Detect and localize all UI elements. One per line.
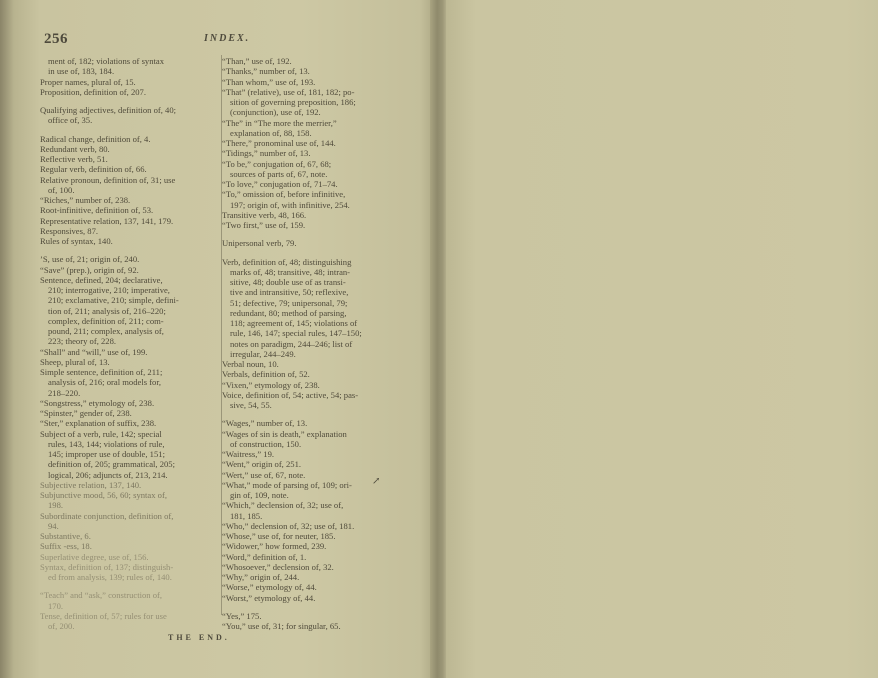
index-entry-line: Unipersonal verb, 79. [222, 238, 297, 249]
page-number: 256 [44, 31, 68, 47]
index-entry-line: “Which,” declension of, 32; use of, [222, 500, 344, 511]
index-entry-line: “Worst,” etymology of, 44. [222, 592, 316, 603]
index-entry-line: “Wages of sin is death,” explanation [222, 428, 347, 439]
index-entry-line: Voice, definition of, 54; active, 54; pas- [222, 389, 359, 400]
index-entry-line: logical, 206; adjuncts of, 213, 214. [48, 469, 168, 480]
index-entry-line: “Save” (prep.), origin of, 92. [40, 264, 139, 275]
index-column-left [40, 56, 220, 631]
index-entry-line: pound, 211; complex, analysis of, [48, 326, 164, 336]
index-entry-line: “You,” use of, 31; for singular, 65. [222, 621, 341, 631]
index-entry-line: analysis of, 216; oral models for, [48, 377, 162, 388]
index-entry-line: of, 100. [48, 184, 75, 195]
index-entry-line: Subordinate conjunction, definition of, [40, 510, 174, 521]
index-entry-line: Sentence, defined, 204; declarative, [40, 274, 163, 285]
index-entry-line: “Word,” definition of, 1. [222, 551, 307, 562]
the-end: THE END. [168, 633, 230, 642]
index-entry-line: “Vixen,” etymology of, 238. [222, 379, 320, 390]
index-entry-line: “To love,” conjugation of, 71–74. [222, 179, 338, 189]
index-entry-line: sition of governing preposition, 186; [230, 97, 356, 107]
index-entry-line: sive, 54, 55. [230, 400, 272, 410]
index-entry-line: Representative relation, 137, 141, 179. [40, 215, 174, 226]
running-head: INDEX. [204, 33, 251, 44]
index-entry-line: Subjunctive mood, 56, 60; syntax of, [40, 490, 167, 500]
index-entry-line: 197; origin of, with infinitive, 254. [230, 199, 350, 210]
index-entry-line: of, 200. [48, 621, 75, 631]
index-entry-line: Proposition, definition of, 207. [40, 86, 146, 97]
index-entry-line: ’S, use of, 21; origin of, 240. [40, 254, 140, 265]
index-entry-line: Verbals, definition of, 52. [222, 369, 310, 380]
index-entry-line: Qualifying adjectives, definition of, 40; [40, 105, 177, 115]
index-entry-line: of construction, 150. [230, 438, 302, 449]
index-entry-line: ment of, 182; violations of syntax [48, 56, 165, 66]
index-entry-line: tion of, 211; analysis of, 216–220; [48, 305, 166, 316]
index-entry-line: Verbal noun, 10. [222, 359, 279, 369]
entry-spacer [40, 97, 220, 105]
index-entry-line: rules, 143, 144; violations of rule, [48, 438, 165, 449]
index-entry-line: 118; agreement of, 145; violations of [230, 318, 358, 328]
index-entry-line: 170. [48, 600, 64, 611]
index-entry-line: Subjective relation, 137, 140. [40, 479, 142, 490]
index-entry-line: Syntax, definition of, 137; distinguish- [40, 561, 174, 572]
index-entry-line: Radical change, definition of, 4. [40, 133, 151, 144]
index-entry-line: “The” in “The more the merrier,” [222, 117, 337, 128]
index-entry-line: “Thanks,” number of, 13. [222, 66, 310, 77]
index-entry-line: “That” (relative), use of, 181, 182; po- [222, 86, 355, 97]
index-entry-line: tive and intransitive, 50; reflexive, [230, 287, 349, 298]
index-entry-line: “Whosoever,” declension of, 32. [222, 561, 334, 572]
index-entry-line: Regular verb, definition of, 66. [40, 164, 147, 175]
index-entry-line: Subject of a verb, rule, 142; special [40, 428, 162, 439]
index-entry-line: 210; exclamative, 210; simple, defini- [48, 295, 179, 306]
index-entry-line: “Spinster,” gender of, 238. [40, 408, 132, 418]
index-entry-line: “Ster,” explanation of suffix, 238. [40, 418, 157, 429]
left-page [0, 0, 438, 678]
index-entry-line: Tense, definition of, 57; rules for use [40, 610, 167, 621]
index-entry-line: sitive, 48; double use of as transi- [230, 277, 346, 287]
index-entry-line: 218–220. [48, 387, 81, 398]
index-column-right [222, 56, 414, 631]
entry-spacer [40, 126, 220, 134]
index-entry-line: Root-infinitive, definition of, 53. [40, 205, 154, 216]
entry-spacer [222, 410, 414, 418]
index-entry-line: Responsives, 87. [40, 225, 99, 236]
index-entry-line: notes on paradigm, 244–246; list of [230, 338, 353, 349]
index-entry-line: complex, definition of, 211; com- [48, 315, 164, 326]
index-entry-line: “Tidings,” number of, 13. [222, 148, 311, 159]
index-entry-line: Reflective verb, 51. [40, 154, 108, 164]
index-entry-line: Proper names, plural of, 15. [40, 76, 136, 87]
index-entry-line: Verb, definition of, 48; distinguishing [222, 256, 352, 267]
index-entry-line: 51; defective, 79; unipersonal, 79; [230, 297, 348, 308]
index-entry-line: “Riches,” number of, 238. [40, 195, 131, 205]
index-entry-line: “There,” pronominal use of, 144. [222, 138, 336, 148]
index-entry-line: Rules of syntax, 140. [40, 236, 113, 246]
index-entry-line: (conjunction), use of, 192. [230, 107, 321, 118]
index-entry-line: “Wages,” number of, 13. [222, 418, 308, 429]
index-entry-line: “Teach” and “ask,” construction of, [40, 590, 163, 601]
index-entry-line: 210; interrogative, 210; imperative, [48, 285, 170, 295]
index-entry-line: Sheep, plural of, 13. [40, 356, 110, 367]
index-entry-line: 94. [48, 520, 59, 531]
index-entry-line: Relative pronoun, definition of, 31; use [40, 174, 176, 185]
index-entry-line: “Waitress,” 19. [222, 449, 275, 459]
index-entry-line: office of, 35. [48, 115, 93, 126]
index-entry-line: “To be,” conjugation of, 67, 68; [222, 158, 332, 169]
entry-spacer [222, 230, 414, 238]
index-entry-line: “Who,” declension of, 32; use of, 181. [222, 520, 355, 531]
index-entry-line: rule, 146, 147; special rules, 147–150; [230, 328, 362, 339]
index-entry-line: 145; improper use of double, 151; [48, 449, 165, 459]
index-entry-line: redundant, 80; method of parsing, [230, 307, 347, 318]
index-entry-line: irregular, 244–249. [230, 348, 296, 359]
index-entry-line: gin of, 109, note. [230, 490, 289, 500]
index-entry-line: Simple sentence, definition of, 211; [40, 367, 163, 377]
index-entry-line: “Shall” and “will,” use of, 199. [40, 346, 148, 357]
index-entry-line: Substantive, 6. [40, 531, 91, 541]
index-entry-line: “Than,” use of, 192. [222, 56, 292, 66]
index-entry-line: marks of, 48; transitive, 48; intran- [230, 266, 351, 277]
index-entry-line: 181, 185. [230, 510, 263, 521]
index-entry-line: “Than whom,” use of, 193. [222, 76, 316, 87]
index-entry-line: Transitive verb, 48, 166. [222, 209, 307, 220]
index-entry-line: “To,” omission of, before infinitive, [222, 189, 346, 200]
index-entry-line: “What,” mode of parsing of, 109; ori- [222, 479, 352, 490]
index-entry-line: in use of, 183, 184. [48, 66, 115, 77]
index-entry-line: “Yes,” 175. [222, 610, 262, 621]
index-entry-line: ed from analysis, 139; rules of, 140. [48, 572, 172, 582]
index-entry-line: 198. [48, 500, 64, 511]
index-entry-line: “Widower,” how formed, 239. [222, 541, 327, 552]
index-entry-line: “Songstress,” etymology of, 238. [40, 397, 155, 408]
index-entry-line: “Went,” origin of, 251. [222, 459, 302, 470]
index-entry-line: “Two first,” use of, 159. [222, 220, 306, 230]
right-page-blank [446, 0, 878, 678]
index-entry-line: 223; theory of, 228. [48, 336, 117, 347]
entry-spacer [222, 249, 414, 257]
index-entry-line: explanation of, 88, 158. [230, 127, 312, 138]
index-entry-line: Suffix -ess, 18. [40, 541, 92, 552]
index-entry-line: “Wert,” use of, 67, note. [222, 469, 306, 480]
entry-spacer [40, 582, 220, 590]
index-entry-line: definition of, 205; grammatical, 205; [48, 459, 175, 470]
index-entry-line: “Why,” origin of, 244. [222, 572, 300, 582]
index-entry-line: “Whose,” use of, for neuter, 185. [222, 531, 336, 541]
entry-spacer [222, 603, 414, 611]
index-entry-line: Superlative degree, use of, 156. [40, 551, 149, 562]
index-entry-line: “Worse,” etymology of, 44. [222, 582, 317, 593]
index-entry-line: sources of parts of, 67, note. [230, 168, 328, 179]
index-entry-line: Redundant verb, 80. [40, 143, 110, 154]
pen-mark: ↗ [372, 476, 381, 487]
entry-spacer [40, 246, 220, 254]
